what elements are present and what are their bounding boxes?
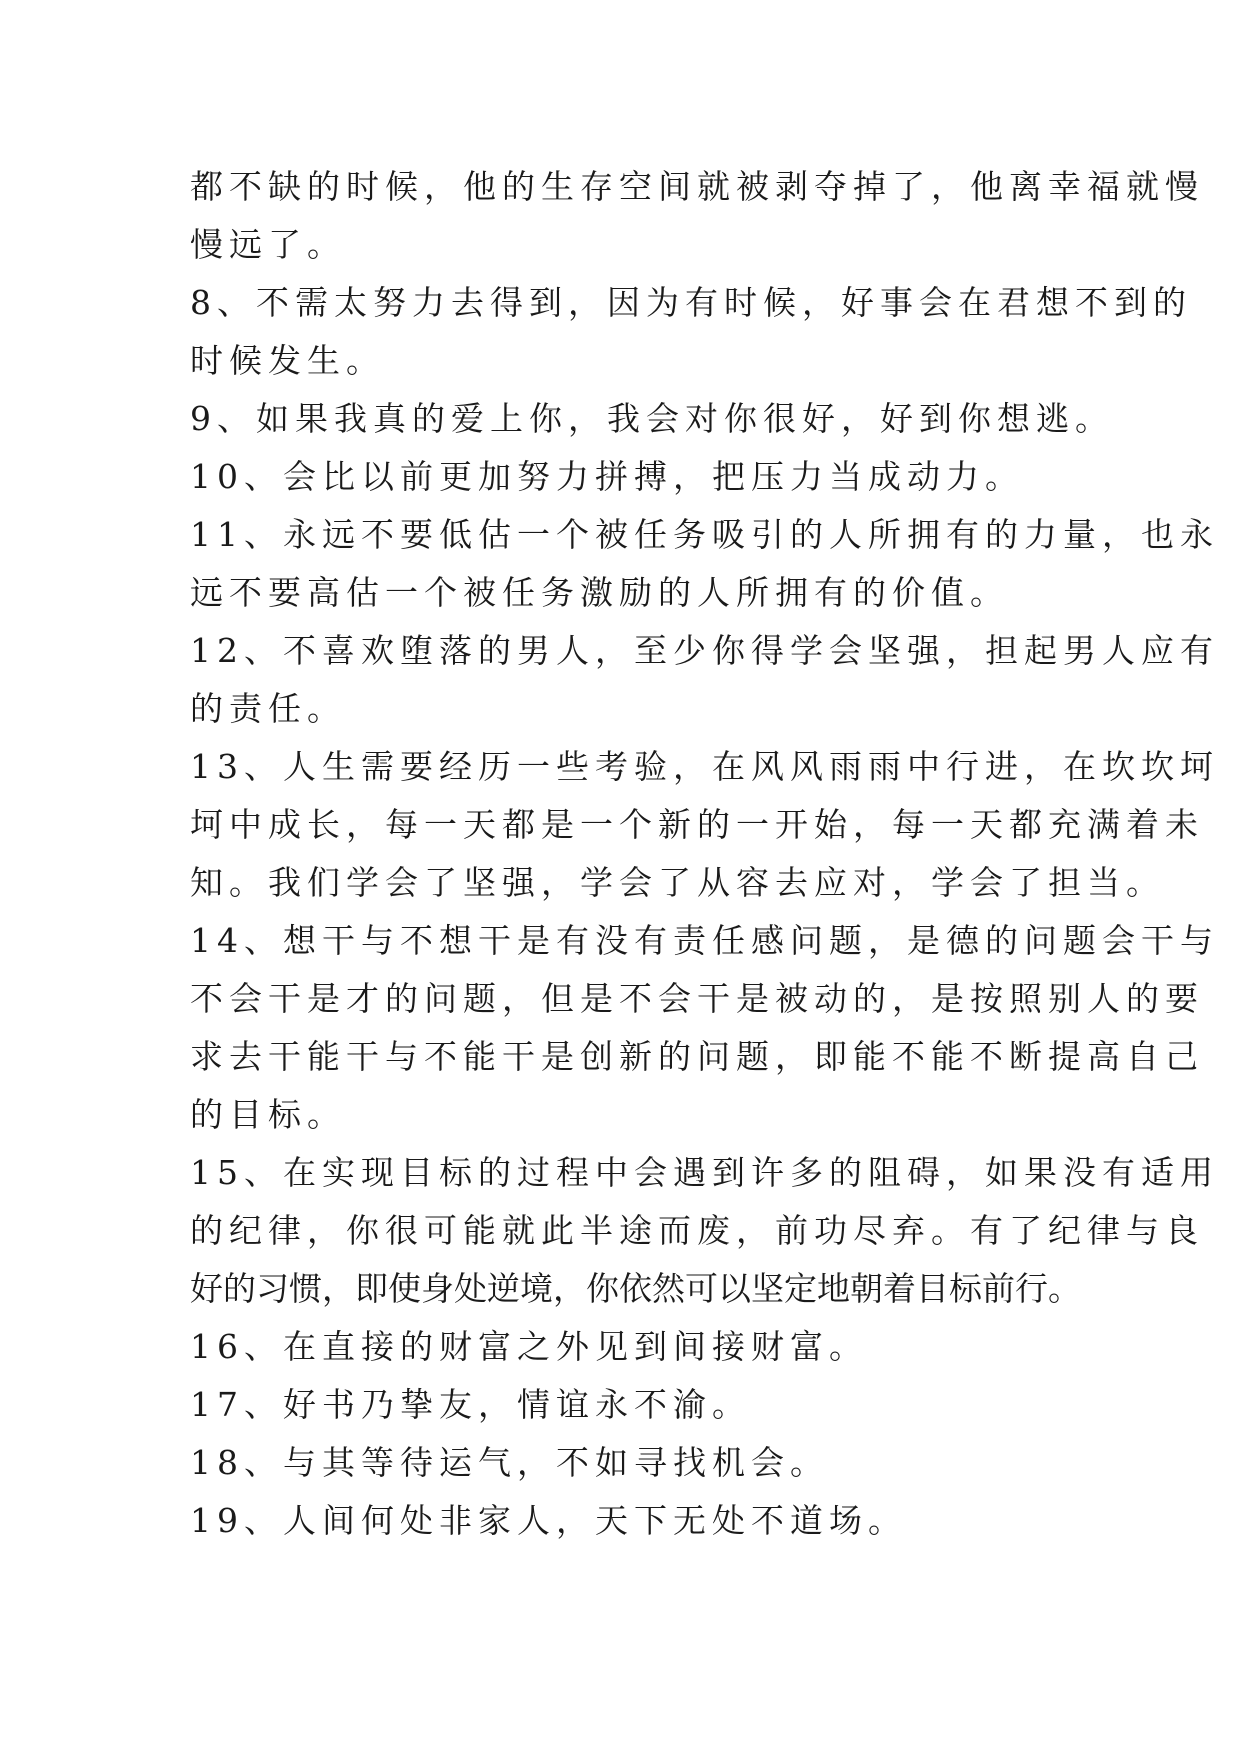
text-line: 17、好书乃挚友，情谊永不渝。 (190, 1385, 751, 1424)
text-line: 都不缺的时候，他的生存空间就被剥夺掉了，他离幸福就慢 (190, 167, 1204, 206)
text-line: 坷中成长，每一天都是一个新的一开始，每一天都充满着未 (190, 805, 1204, 844)
text-line: 知。我们学会了坚强，学会了从容去应对，学会了担当。 (190, 863, 1165, 902)
text-line: 9、如果我真的爱上你，我会对你很好，好到你想逃。 (190, 399, 1114, 438)
text-line: 11、永远不要低估一个被任务吸引的人所拥有的力量，也永 (190, 515, 1219, 554)
text-line: 18、与其等待运气，不如寻找机会。 (190, 1443, 829, 1482)
document-body (190, 158, 1219, 1550)
text-line: 求去干能干与不能干是创新的问题，即能不能不断提高自己 (190, 1037, 1204, 1076)
text-line: 不会干是才的问题，但是不会干是被动的，是按照别人的要 (190, 979, 1204, 1018)
text-line: 的目标。 (190, 1095, 346, 1134)
text-line: 的纪律，你很可能就此半途而废，前功尽弃。有了纪律与良 (190, 1211, 1204, 1250)
text-line: 13、人生需要经历一些考验，在风风雨雨中行进，在坎坎坷 (190, 747, 1219, 786)
text-line: 16、在直接的财富之外见到间接财富。 (190, 1327, 868, 1366)
text-line: 好的习惯，即使身处逆境，你依然可以坚定地朝着目标前行。 (190, 1269, 1081, 1308)
text-line: 时候发生。 (190, 341, 385, 380)
text-line: 的责任。 (190, 689, 346, 728)
text-line: 19、人间何处非家人，天下无处不道场。 (190, 1501, 907, 1540)
text-line: 12、不喜欢堕落的男人，至少你得学会坚强，担起男人应有 (190, 631, 1219, 670)
text-line: 远不要高估一个被任务激励的人所拥有的价值。 (190, 573, 1009, 612)
text-line: 慢远了。 (190, 225, 346, 264)
text-line: 8、不需太努力去得到，因为有时候，好事会在君想不到的 (190, 283, 1192, 322)
text-line: 15、在实现目标的过程中会遇到许多的阻碍，如果没有适用 (190, 1153, 1219, 1192)
text-line: 14、想干与不想干是有没有责任感问题，是德的问题会干与 (190, 921, 1219, 960)
text-line: 10、会比以前更加努力拼搏，把压力当成动力。 (190, 457, 1024, 496)
